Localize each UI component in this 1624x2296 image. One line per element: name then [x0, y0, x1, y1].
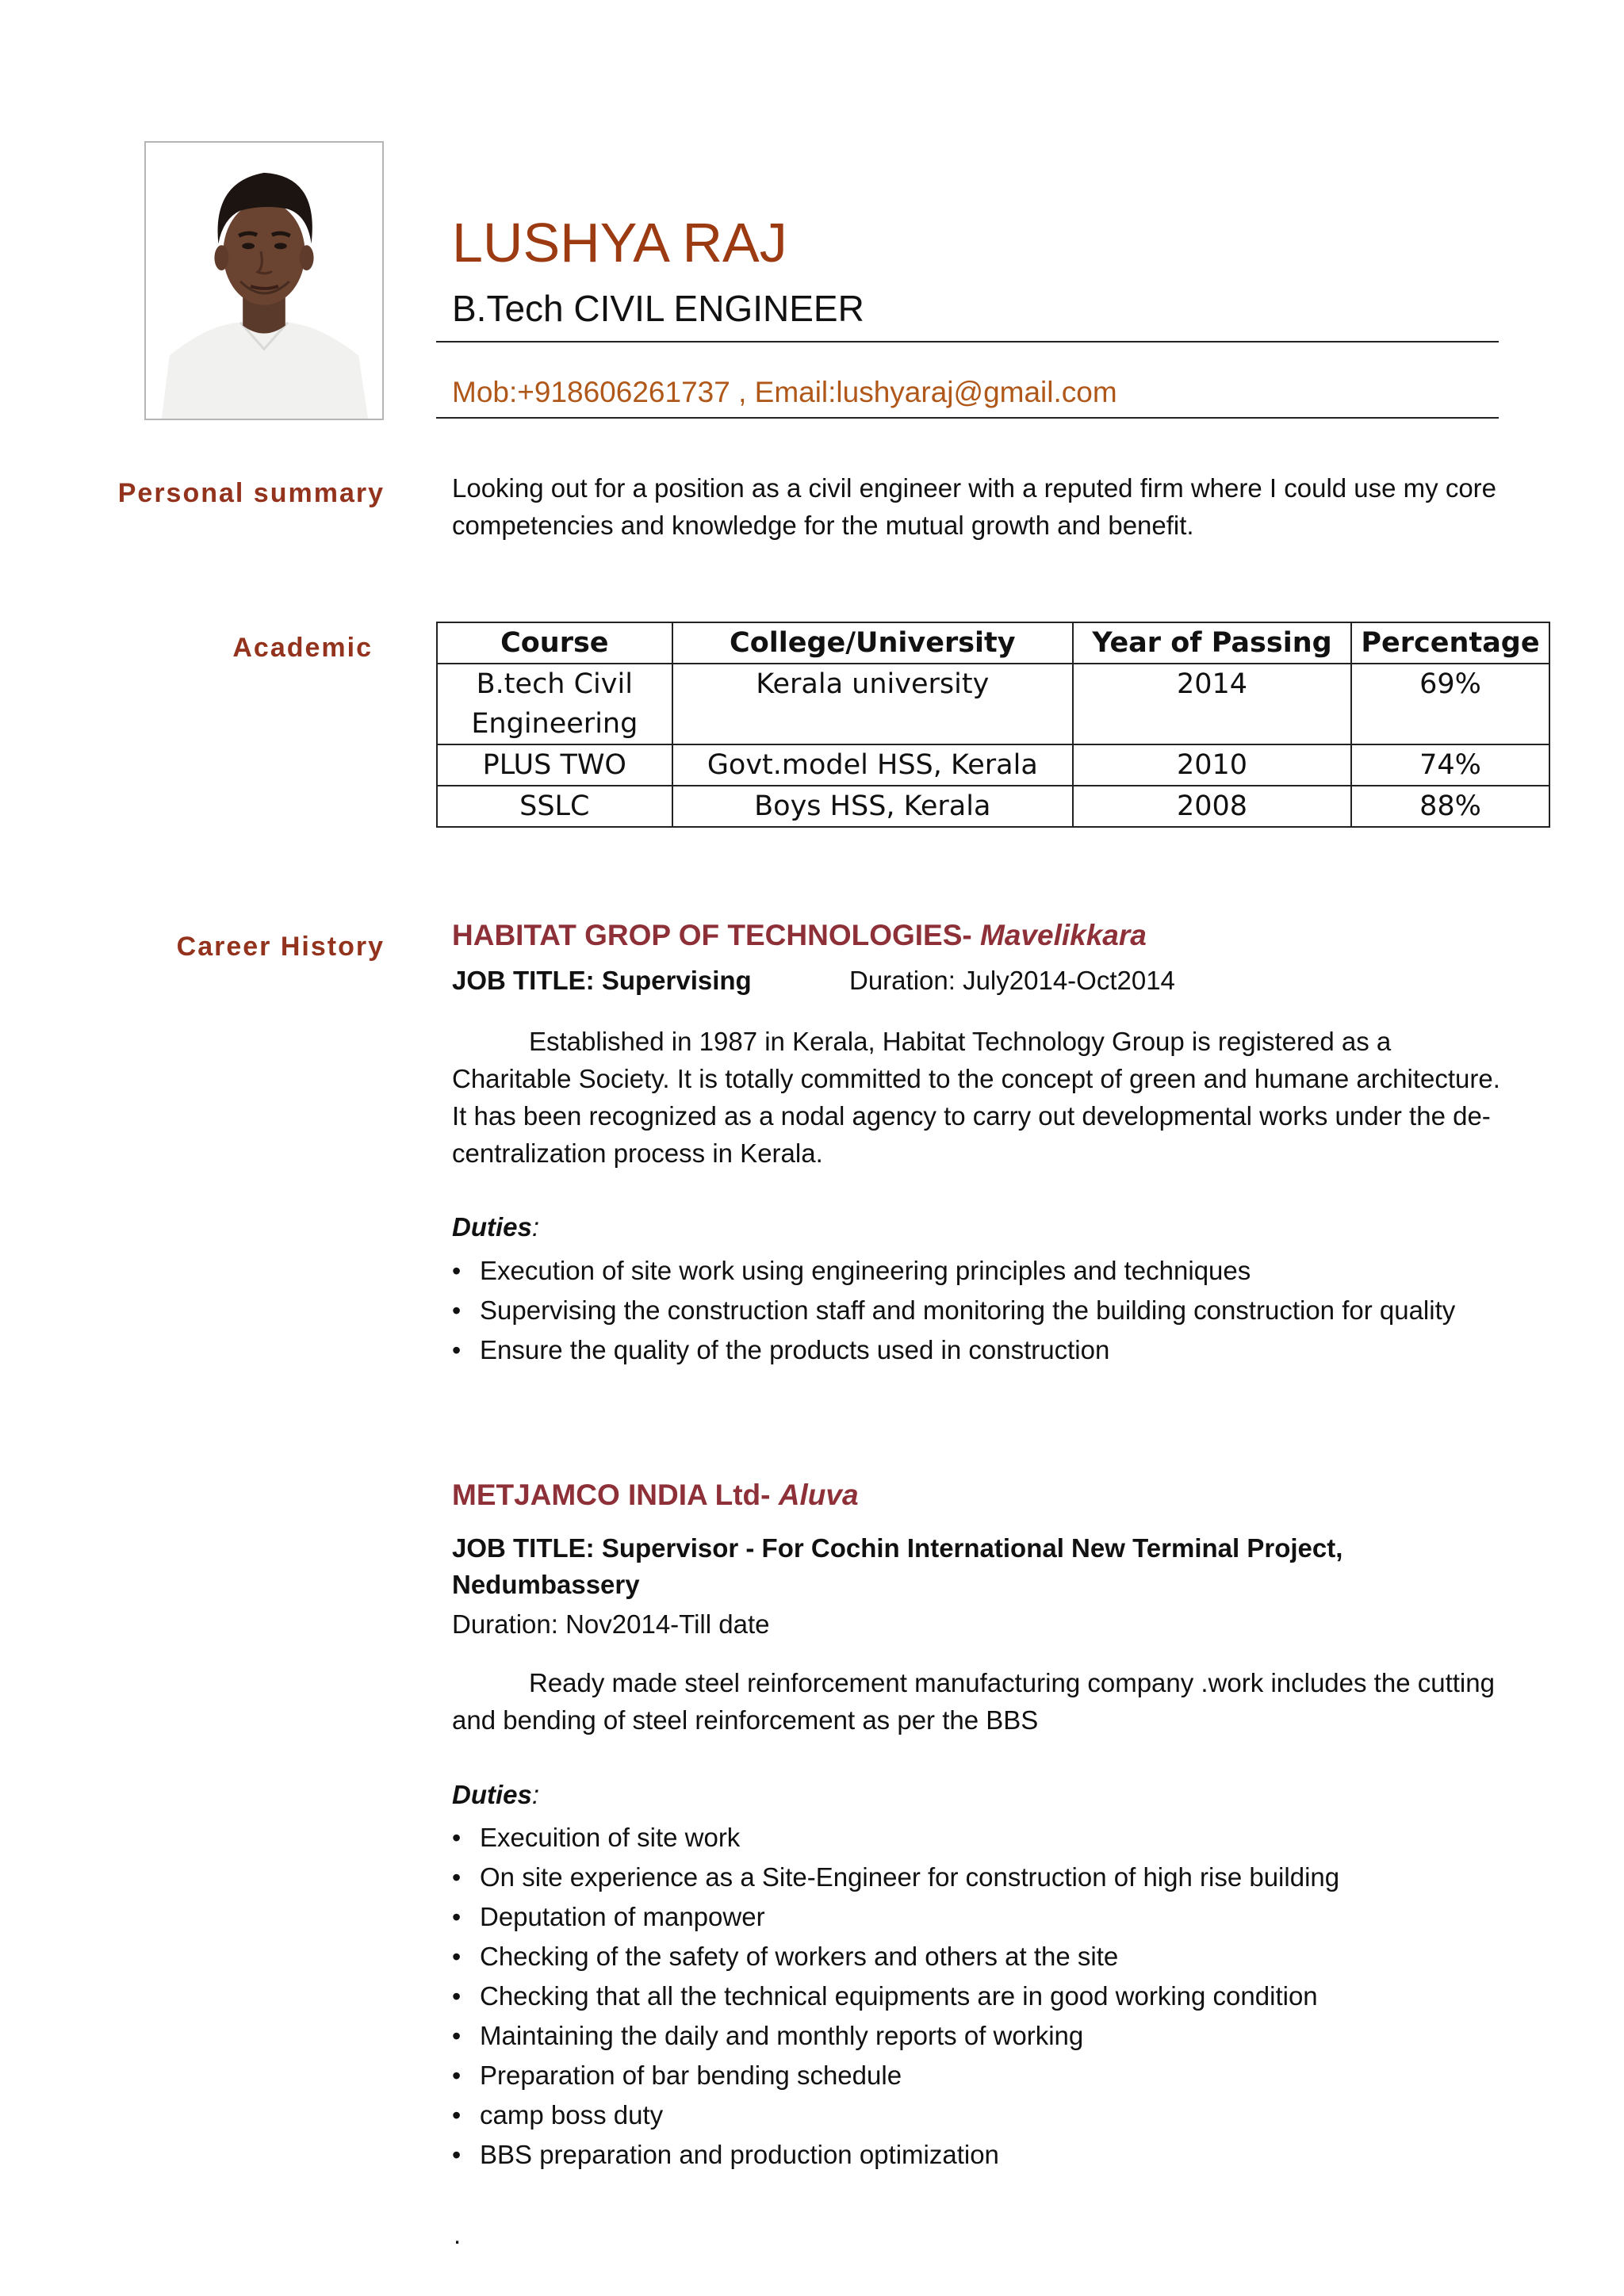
candidate-name: LUSHYA RAJ: [452, 212, 787, 274]
header-course: Course: [437, 622, 672, 664]
year-cell: 2014: [1073, 664, 1351, 744]
profile-photo: [144, 141, 384, 420]
duties-label: Duties: [452, 1780, 532, 1809]
list-item: • Checking of the safety of workers and others at the site: [452, 1937, 1507, 1976]
list-item: • Checking that all the technical equipments are in good working condition: [452, 1976, 1507, 2016]
table-row: [437, 664, 1549, 744]
section-label-personal-summary: Personal summary: [117, 478, 385, 508]
academic-table-header: [437, 622, 1549, 664]
course-cell: PLUS TWO: [437, 744, 672, 786]
job-1-duties-heading: Duties:: [452, 1212, 540, 1242]
list-item: • Preparation of bar bending schedule: [452, 2056, 1507, 2095]
job-2-duties-heading: Duties:: [452, 1780, 540, 1809]
course-cell: B.tech Civil Engineering: [437, 664, 672, 744]
header-percentage: Percentage: [1351, 622, 1549, 664]
job-2-description: Ready made steel reinforcement manufacturing company .work includes the cutting and bending of steel reinforcement as per the BBS: [452, 1668, 1495, 1735]
company-location: Aluva: [778, 1479, 859, 1511]
footer-mark: .: [454, 2220, 462, 2249]
section-label-career-history: Career History: [176, 932, 385, 962]
list-item: • On site experience as a Site-Engineer for construction of high rise building: [452, 1858, 1507, 1897]
list-item: • Maintaining the daily and monthly reports of working: [452, 2016, 1507, 2056]
table-row: [437, 786, 1549, 827]
college-cell: Kerala university: [672, 664, 1073, 744]
table-row: [437, 744, 1549, 786]
candidate-title: B.Tech CIVIL ENGINEER: [452, 288, 864, 329]
year-cell: 2008: [1073, 786, 1351, 827]
job-1-duties-list: [452, 1251, 1491, 1370]
percentage-cell: 69%: [1351, 664, 1549, 744]
list-item: • Supervising the construction staff and monitoring the building construction for quality: [452, 1291, 1491, 1330]
job-2-title: JOB TITLE: Supervisor - For Cochin International New Terminal Project, Nedumbassery: [452, 1533, 1343, 1599]
header-divider-top: [436, 341, 1499, 342]
section-label-academic: Academic: [232, 633, 373, 663]
company-name: HABITAT GROP OF TECHNOLOGIES-: [452, 919, 972, 951]
contact-line: Mob:+918606261737 , Email:lushyaraj@gmail.com: [452, 376, 1117, 408]
academic-table: [436, 622, 1550, 828]
course-cell: SSLC: [437, 786, 672, 827]
job-2-duration: Duration: Nov2014-Till date: [452, 1609, 770, 1639]
percentage-cell: 88%: [1351, 786, 1549, 827]
list-item: • Execution of site work using engineering principles and techniques: [452, 1251, 1491, 1291]
list-item: • Execuition of site work: [452, 1818, 1507, 1858]
personal-summary-text: Looking out for a position as a civil engineer with a reputed firm where I could use my core competencies and knowledge for the mutual growth and benefit.: [452, 473, 1497, 540]
job-2-duties-list: [452, 1818, 1507, 2175]
year-cell: 2010: [1073, 744, 1351, 786]
header-college: College/University: [672, 622, 1073, 664]
portrait-image: [146, 143, 382, 419]
header-year: Year of Passing: [1073, 622, 1351, 664]
list-item: • BBS preparation and production optimization: [452, 2135, 1507, 2175]
job-1-company: [452, 919, 1147, 952]
percentage-cell: 74%: [1351, 744, 1549, 786]
list-item: • camp boss duty: [452, 2095, 1507, 2135]
header-divider-bottom: [436, 417, 1499, 419]
duties-label: Duties: [452, 1212, 532, 1242]
college-cell: Boys HSS, Kerala: [672, 786, 1073, 827]
list-item: • Deputation of manpower: [452, 1897, 1507, 1937]
job-2-company: [452, 1479, 859, 1512]
job-1-duration: Duration: July2014-Oct2014: [849, 966, 1175, 995]
company-name: METJAMCO INDIA Ltd-: [452, 1479, 771, 1511]
list-item: • Ensure the quality of the products used in construction: [452, 1330, 1491, 1370]
college-cell: Govt.model HSS, Kerala: [672, 744, 1073, 786]
company-location: Mavelikkara: [980, 919, 1147, 951]
job-1-title: JOB TITLE: Supervising: [452, 966, 752, 995]
job-1-description: Established in 1987 in Kerala, Habitat Technology Group is registered as a Charitable Society. It is totally committed to the concept of green and humane architecture. It has been recognized as a nodal agency to carry out developmental works under the de-centralization process in Kerala.: [452, 1027, 1500, 1168]
